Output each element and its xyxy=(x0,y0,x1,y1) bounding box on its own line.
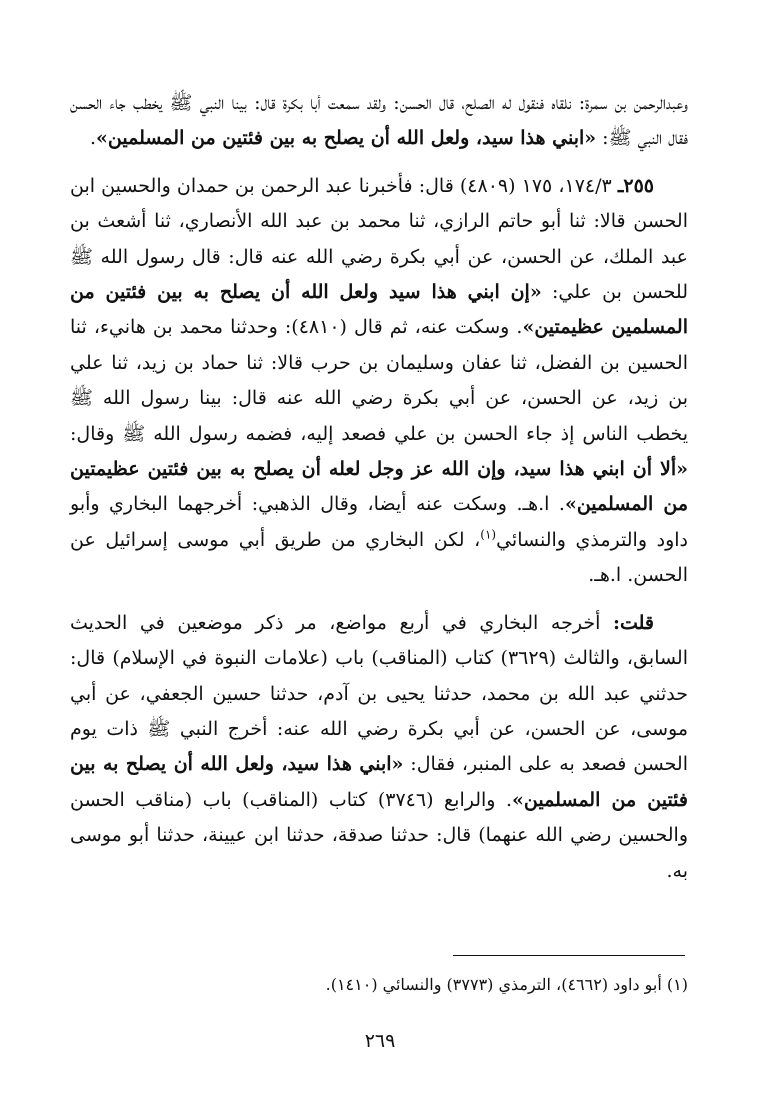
p2-hadith-quote-2: «ألا أن ابني هذا سيد، وإن الله عز وجل لعله أن يصلح به بين فئتين عظيمتين من المسلمين» xyxy=(70,458,689,516)
p3-text-1: أخرجه البخاري في أربع مواضع، مر ذكر موضعين في الحديث السابق، والثالث (٣٦٢٩) كتاب (المناقب) باب (علامات النبوة في الإسلام) قال: حدثني عبد الله بن محمد، حدثنا يحيى بن آدم، حدثنا حسين الجعفي، عن أبي موسى، عن الحسن، عن أبي بكرة رضي الله عنه: أخرج النبي ﷺ ذات يوم الحسن فصعد به على المنبر، فقال: xyxy=(70,611,689,776)
p2-text-2: . وسكت عنه، ثم قال (٤٨١٠): وحدثنا محمد بن هانيء، ثنا الحسين بن الفضل، ثنا عفان وسليمان بن حرب قالا: ثنا حماد بن زيد، ثنا علي بن زيد، عن الحسن، عن أبي بكرة رضي الله عنه قال: بينا رسول الله ﷺ يخطب الناس إذ جاء الحسن بن علي فصعد إليه، فضمه رسول الله ﷺ وقال: xyxy=(70,316,688,445)
p2-text-3: . ا.هـ. وسكت عنه أيضا، وقال الذهبي: أخرجهما البخاري وأبو داود والترمذي والنسائي xyxy=(70,493,688,551)
footnote-separator xyxy=(453,955,685,956)
footnote-reference: (١) xyxy=(480,527,497,542)
paragraph-1 xyxy=(70,86,688,157)
footnote: (١) أبو داود (٤٦٦٢)، الترمذي (٣٧٧٣) والنسائي (١٤١٠). xyxy=(325,975,688,994)
p1-hadith-quote: «ابني هذا سيد، ولعل الله أن يصلح به بين فئتين من المسلمين» xyxy=(96,127,597,150)
p1-text-2: . xyxy=(89,127,97,150)
page-number: ٢٦٩ xyxy=(364,1030,396,1052)
p2-hadith-quote-1: «إن ابني هذا سيد ولعل الله أن يصلح به بين فئتين من المسلمين عظيمتين» xyxy=(70,281,688,339)
paragraph-3 xyxy=(70,606,688,889)
main-text xyxy=(70,86,688,889)
paragraph-2 xyxy=(70,169,688,594)
p3-text-2: . والرابع (٣٧٤٦) كتاب (المناقب) باب (مناقب الحسن والحسين رضي الله عنهما) قال: حدثنا صدقة، حدثنا ابن عيينة، حدثنا أبو موسى به. xyxy=(70,788,688,882)
commentary-label: قلت: xyxy=(612,611,654,634)
p2-text-1: ١٧٤/٣، ١٧٥ (٤٨٠٩) قال: فأخبرنا عبد الرحمن بن حمدان والحسين ابن الحسن قالا: ثنا أبو حاتم الرازي، ثنا محمد بن عبد الله الأنصاري، ثنا أشعث بن عبد الملك، عن الحسن، عن أبي بكرة رضي الله عنه قال: قال رسول الله ﷺ للحسن بن علي: xyxy=(70,174,688,304)
hadith-number: ٢٥٥ـ xyxy=(617,174,655,197)
p1-text-1: وعبدالرحمن بن سمرة: نلقاه فنقول له الصلح، قال الحسن: ولقد سمعت أبا بكرة قال: بينا النبي ﷺ يخطب جاء الحسن فقال النبي ﷺ: xyxy=(70,92,688,150)
p3-hadith-quote: «ابني هذا سيد، ولعل الله أن يصلح به بين فئتين من المسلمين» xyxy=(70,753,688,811)
p2-text-4: ، لكن البخاري من طريق أبي موسى إسرائيل عن الحسن. ا.هـ. xyxy=(70,528,688,587)
